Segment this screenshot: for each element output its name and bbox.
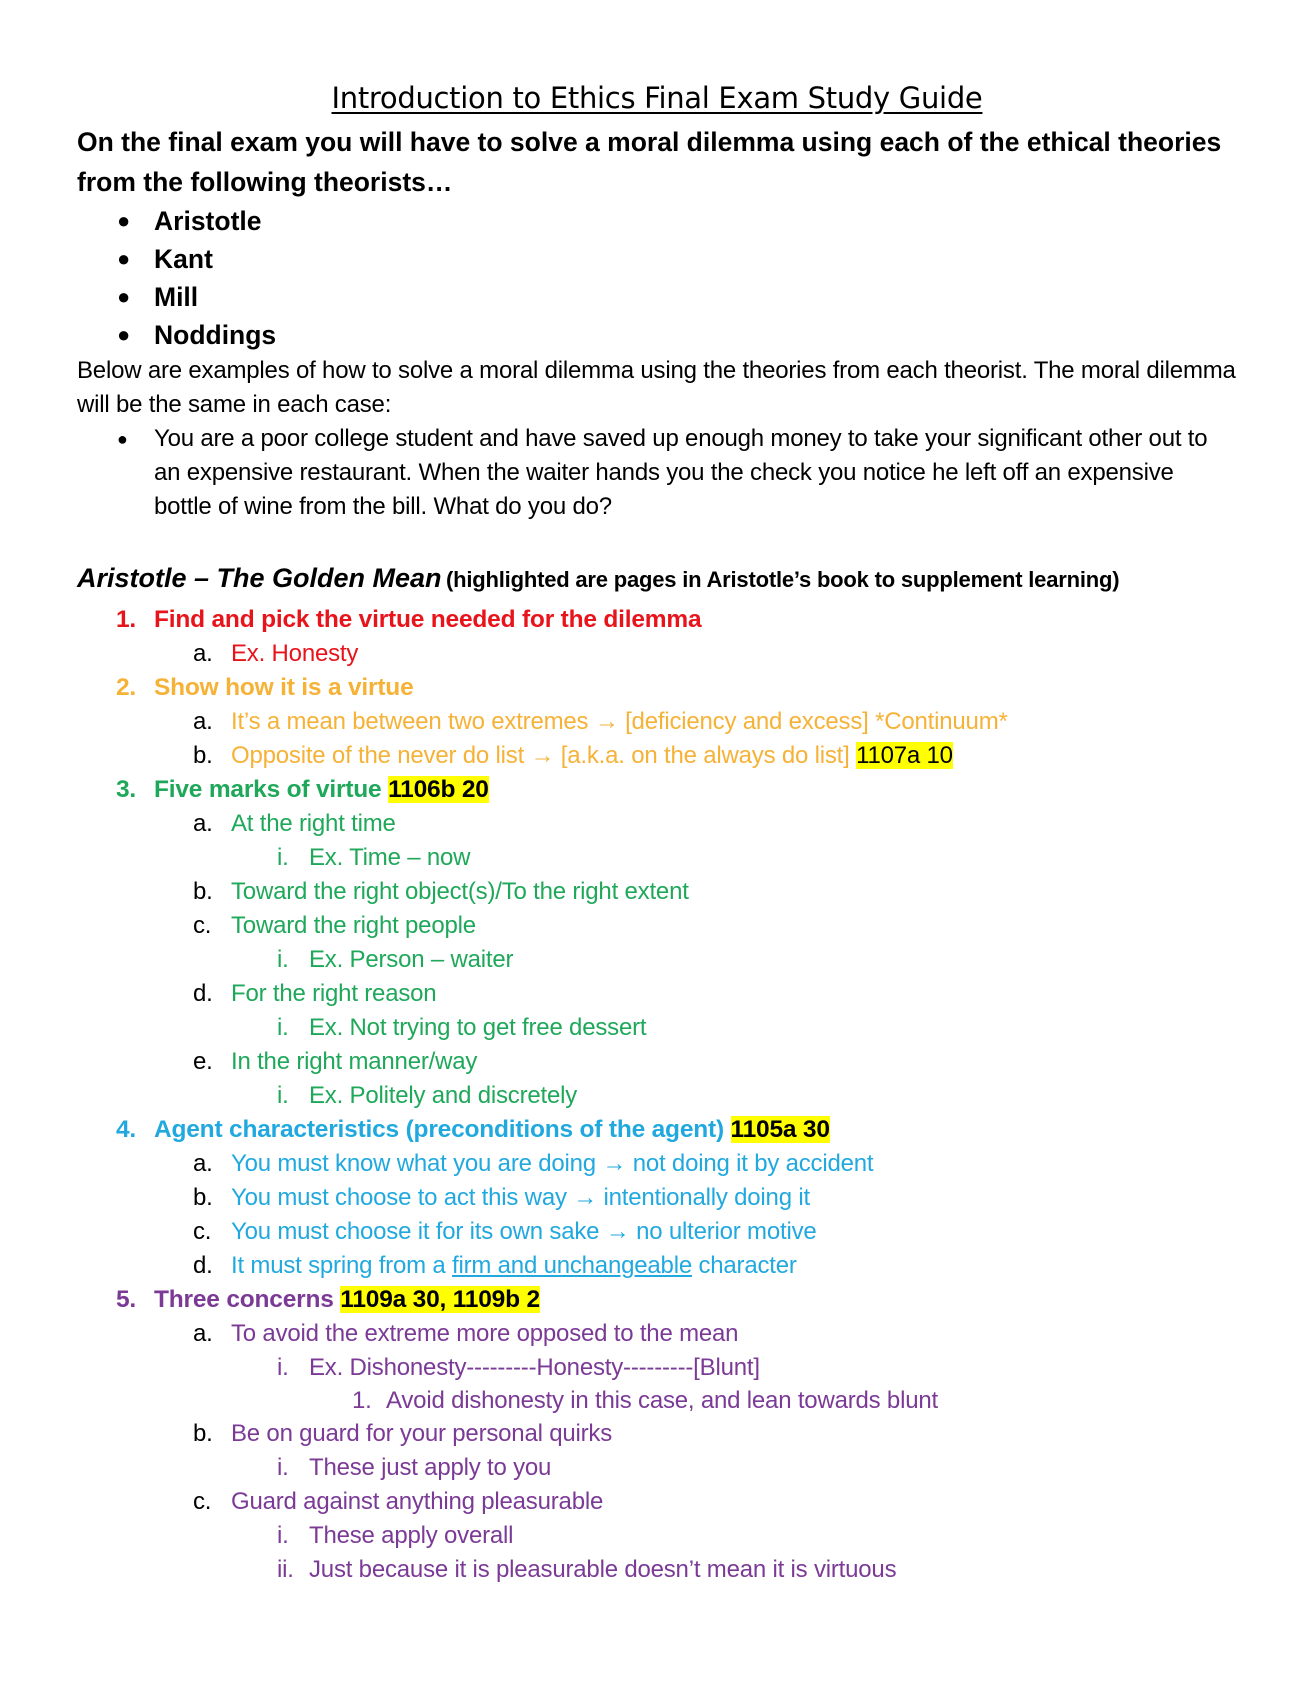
step-3-c-i: i. Ex. Person – waiter xyxy=(277,946,514,973)
step-3-d-i: i. Ex. Not trying to get free dessert xyxy=(277,1014,647,1041)
study-guide-page xyxy=(77,78,1237,1587)
step-5-b-i: i. These just apply to you xyxy=(277,1454,552,1481)
step-3: 3. Five marks of virtue 1106b 20 xyxy=(116,776,489,803)
theorist-item: ● Kant xyxy=(77,240,1237,278)
arrow-icon: → xyxy=(605,1218,630,1245)
step-5-c-ii: ii. Just because it is pleasurable doesn’t mean it is virtuous xyxy=(277,1556,897,1583)
step-5-a-i-1: 1. Avoid dishonesty in this case, and lean towards blunt xyxy=(352,1387,938,1414)
step-4-c: c. You must choose it for its own sake → no ulterior motive xyxy=(193,1218,817,1245)
scenario-item: ● You are a poor college student and have saved up enough money to take your significant other out to an expensive restaurant. When the waiter hands you the check you notice he left off an expensive bottle of wine from the bill. What do you do? xyxy=(77,422,1237,524)
exam-intro: On the final exam you will have to solve a moral dilemma using each of the ethical theories from the following theorists… xyxy=(77,127,1222,197)
step-5-c-i: i. These apply overall xyxy=(277,1522,514,1549)
page-reference: 1109a 30, 1109b 2 xyxy=(340,1286,540,1313)
step-4: 4. Agent characteristics (preconditions of the agent) 1105a 30 xyxy=(116,1116,830,1143)
step-2: 2. Show how it is a virtue xyxy=(116,674,414,701)
step-4-d: d. It must spring from a firm and unchangeable character xyxy=(193,1252,797,1279)
step-5: 5. Three concerns 1109a 30, 1109b 2 xyxy=(116,1286,540,1313)
step-4-a: a. You must know what you are doing → not doing it by accident xyxy=(193,1150,874,1177)
page-reference: 1106b 20 xyxy=(388,776,489,803)
step-3-a: a. At the right time xyxy=(193,810,396,837)
step-2-a: a. It’s a mean between two extremes → [deficiency and excess] *Continuum* xyxy=(193,708,1008,735)
arrow-icon: → xyxy=(602,1150,627,1177)
step-5-a: a. To avoid the extreme more opposed to the mean xyxy=(193,1320,739,1347)
step-1-a: a. Ex. Honesty xyxy=(193,640,359,667)
examples-intro: Below are examples of how to solve a moral dilemma using the theories from each theorist. The moral dilemma will be the same in each case: xyxy=(77,357,1236,418)
theorist-item: ● Noddings xyxy=(77,316,1237,354)
step-3-b: b. Toward the right object(s)/To the right extent xyxy=(193,878,689,905)
scenario-list xyxy=(77,422,1237,524)
step-3-e-i: i. Ex. Politely and discretely xyxy=(277,1082,578,1109)
step-3-d: d. For the right reason xyxy=(193,980,437,1007)
arrow-icon: → xyxy=(594,708,619,735)
page-reference: 1105a 30 xyxy=(730,1116,830,1143)
step-1: 1. Find and pick the virtue needed for the dilemma xyxy=(116,606,702,633)
bullet-icon: ● xyxy=(117,284,131,309)
step-3-c: c. Toward the right people xyxy=(193,912,476,939)
bullet-icon: ● xyxy=(117,246,131,271)
arrow-icon: → xyxy=(530,742,555,769)
bullet-icon: ● xyxy=(117,208,131,233)
step-2-b: b. Opposite of the never do list → [a.k.a. on the always do list] 1107a 10 xyxy=(193,742,953,769)
step-3-a-i: i. Ex. Time – now xyxy=(277,844,471,871)
step-5-c: c. Guard against anything pleasurable xyxy=(193,1488,604,1515)
bullet-icon: ● xyxy=(117,429,128,449)
step-5-a-i: i. Ex. Dishonesty---------Honesty---------[Blunt] xyxy=(277,1354,760,1381)
arrow-icon: → xyxy=(573,1184,598,1211)
document-title: Introduction to Ethics Final Exam Study Guide xyxy=(331,81,983,115)
theorist-item: ● Aristotle xyxy=(77,202,1237,240)
theorist-list xyxy=(77,202,1237,354)
step-3-e: e. In the right manner/way xyxy=(193,1048,478,1075)
aristotle-heading xyxy=(77,558,1237,603)
section-title: Aristotle – The Golden Mean xyxy=(77,563,442,593)
bullet-icon: ● xyxy=(117,322,131,347)
theorist-item: ● Mill xyxy=(77,278,1237,316)
step-4-b: b. You must choose to act this way → intentionally doing it xyxy=(193,1184,810,1211)
page-reference: 1107a 10 xyxy=(856,742,953,769)
section-note: (highlighted are pages in Aristotle’s book to supplement learning) xyxy=(446,567,1120,592)
underlined-phrase: firm and unchangeable xyxy=(452,1252,692,1279)
step-5-b: b. Be on guard for your personal quirks xyxy=(193,1420,613,1447)
